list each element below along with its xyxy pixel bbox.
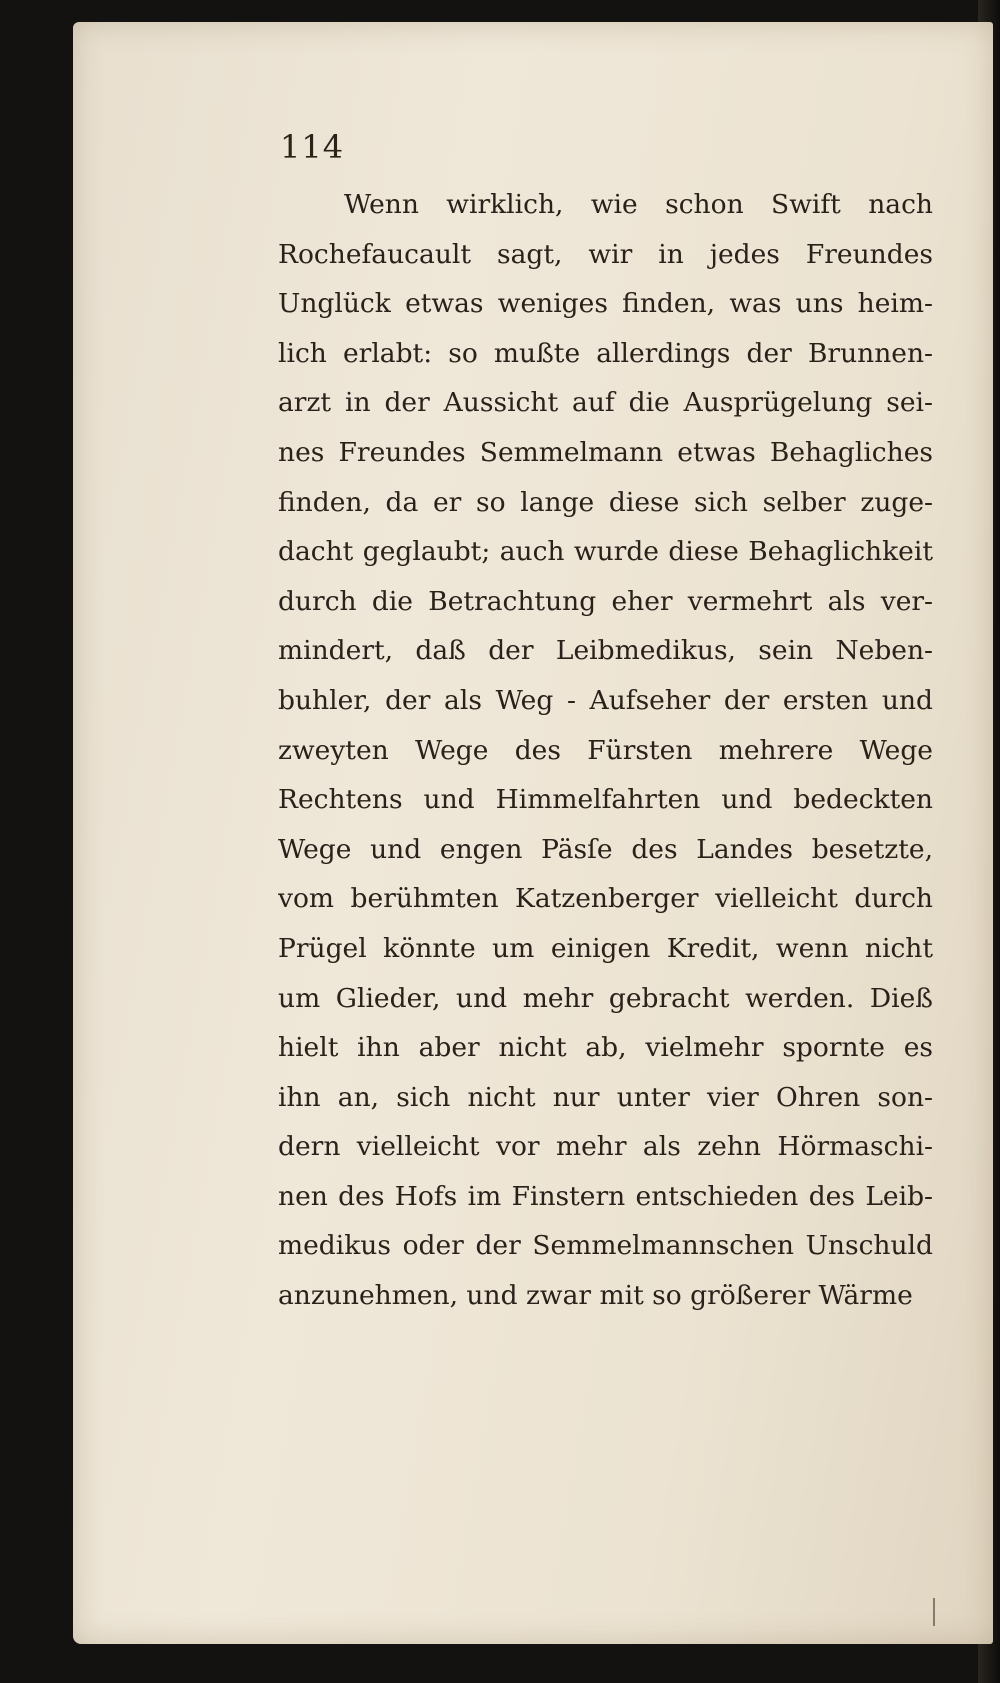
text-line: zweyten Wege des Fürsten mehrere Wege	[278, 734, 933, 766]
text-line: mindert, daß der Leibmedikus, sein Neben-	[278, 635, 933, 667]
text-line: Prügel könnte um einigen Kredit, wenn nicht	[278, 932, 933, 964]
text-line: vom berühmten Katzenberger vielleicht durch	[278, 883, 933, 915]
page-edge-mark	[933, 1598, 945, 1626]
page-number: 114	[280, 128, 345, 166]
text-line: finden, da er so lange diese sich selber zuge-	[278, 486, 933, 518]
text-line: Wenn wirklich, wie schon Swift nach	[344, 189, 933, 220]
text-line: durch die Betrachtung eher vermehrt als ver-	[278, 585, 933, 617]
text-line: dern vielleicht vor mehr als zehn Hörmaschi-	[278, 1131, 933, 1163]
text-line: ihn an, sich nicht nur unter vier Ohren son-	[278, 1081, 933, 1113]
text-line: Rochefaucault sagt, wir in jedes Freundes	[278, 238, 933, 270]
text-line: Wege und engen Päsſe des Landes besetzte,	[278, 833, 933, 865]
text-line: anzunehmen, und zwar mit so größerer Wärme	[278, 1280, 913, 1312]
text-line: buhler, der als Weg - Aufseher der ersten und	[278, 684, 933, 716]
text-line: arzt in der Aussicht auf die Ausprügelung sei-	[278, 387, 933, 419]
body-text	[278, 180, 933, 1321]
text-line: Unglück etwas weniges finden, was uns heim-	[278, 288, 933, 320]
text-line: um Glieder, und mehr gebracht werden. Dieß	[278, 982, 933, 1014]
text-line: nes Freundes Semmelmann etwas Behagliches	[278, 436, 933, 468]
text-line: nen des Hofs im Finstern entschieden des Leib-	[278, 1180, 933, 1212]
text-line: Rechtens und Himmelfahrten und bedeckten	[278, 784, 933, 816]
text-line: hielt ihn aber nicht ab, vielmehr spornte es	[278, 1032, 933, 1064]
text-line: lich erlabt: so mußte allerdings der Brunnen-	[278, 337, 933, 369]
text-line: dacht geglaubt; auch wurde diese Behaglichkeit	[278, 536, 933, 568]
text-line: medikus oder der Semmelmannschen Unschuld	[278, 1230, 933, 1262]
